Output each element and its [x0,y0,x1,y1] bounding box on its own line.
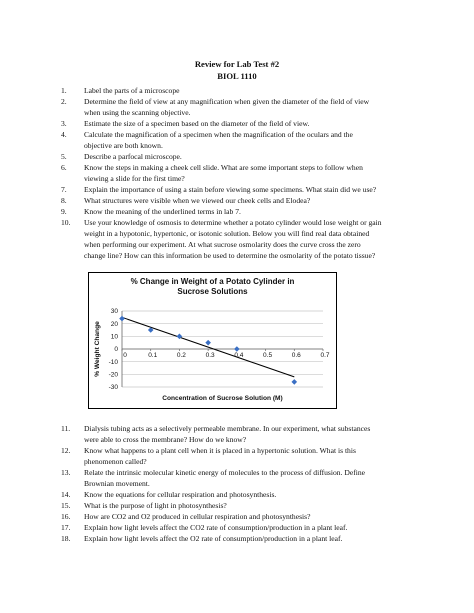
question-line: Explain how light levels affect the O2 rate of consumption/production in a plant leaf. [84,534,343,543]
question-number: 10. [61,218,71,227]
question-text [84,423,424,445]
question-number: 18. [61,534,71,543]
chart-title-line-2: Sucrose Solutions [177,287,248,296]
question-line: Calculate the magnification of a specimen when the magnification of the oculars and the [84,130,353,139]
question-text [84,162,424,184]
question-text [84,445,424,467]
x-axis-label: Concentration of Sucrose Solution (M) [162,395,283,402]
weight-change-chart [88,272,337,409]
question-line: when performing our experiment. At what sucrose osmolarity does the curve cross the zero [84,240,361,249]
question-number: 4. [61,130,67,139]
question-line: phenomenon called? [84,457,147,466]
question-line: objective are both known. [84,141,163,150]
question-line: Relate the intrinsic molecular kinetic energy of molecules to the process of diffusion. Define [84,468,366,477]
question-line: Explain the importance of using a stain before viewing some specimens. What stain did we use? [84,185,377,194]
question-text [84,96,424,118]
question-line: viewing a slide for the first time? [84,174,185,183]
question-line: Label the parts of a microscope [84,86,180,95]
question-number: 8. [61,196,67,205]
question-number: 12. [61,446,71,455]
question-text [84,500,424,511]
x-tick-label: 0.4 [234,352,244,359]
x-tick-label: 0.1 [148,352,158,359]
data-point [119,316,125,322]
question-number: 15. [61,501,71,510]
question-text [84,195,424,206]
y-tick-label: 20 [110,320,118,328]
question-line: Use your knowledge of osmosis to determine whether a potato cylinder would lose weight or gain [84,218,382,227]
chart-title-line-1: % Change in Weight of a Potato Cylinder in [130,277,295,286]
x-tick-label: 0.5 [263,352,273,359]
question-line: Estimate the size of a specimen based on the diameter of the field of view. [84,119,310,128]
question-text [84,151,424,162]
x-tick-label: 0 [123,352,127,359]
y-tick-label: 30 [110,308,118,316]
x-tick-label: 0.7 [320,352,330,359]
y-tick-label: -20 [108,371,118,379]
trendline [122,317,294,377]
question-text [84,511,424,522]
question-number: 16. [61,512,71,521]
x-tick-label: 0.2 [176,352,186,359]
y-tick-label: 10 [110,333,118,341]
question-number: 2. [61,97,67,106]
question-text [84,522,424,533]
question-number: 5. [61,152,67,161]
question-line: when using the scanning objective. [84,108,191,117]
question-number: 9. [61,207,67,216]
data-point [291,379,297,385]
question-line: Determine the field of view at any magnification when given the diameter of the field of view [84,97,370,106]
question-text [84,467,424,489]
question-number: 13. [61,468,71,477]
chart-plot [89,273,336,408]
question-number: 1. [61,86,67,95]
question-line: Describe a parfocal microscope. [84,152,182,161]
question-line: Know the meaning of the underlined terms in lab 7. [84,207,241,216]
question-line: Know the equations for cellular respiration and photosynthesis. [84,490,277,499]
question-text [84,206,424,217]
question-number: 3. [61,119,67,128]
question-line: How are CO2 and O2 produced in cellular respiration and photosynthesis? [84,512,311,521]
question-text [84,533,424,544]
y-tick-label: 0 [114,346,118,354]
question-number: 6. [61,163,67,172]
question-text [84,184,424,195]
question-text [84,129,424,151]
question-line: Know what happens to a plant cell when it is placed in a hypertonic solution. What is this [84,446,356,455]
document-subtitle: BIOL 1110 [217,71,257,81]
question-text [84,217,424,261]
question-text [84,85,424,96]
question-number: 14. [61,490,71,499]
question-number: 11. [61,424,71,433]
question-line: change line? How can this information be used to determine the osmolarity of the potato tissue? [84,251,376,260]
question-line: Know the steps in making a cheek cell slide. What are some important steps to follow when [84,163,363,172]
question-line: What is the purpose of light in photosynthesis? [84,501,227,510]
question-line: Dialysis tubing acts as a selectively permeable membrane. In our experiment, what substances [84,424,371,433]
y-axis-label: % Weight Change [94,321,101,377]
x-tick-label: 0.6 [291,352,301,359]
question-text [84,118,424,129]
y-tick-label: -30 [108,384,118,392]
y-tick-label: -10 [108,358,118,366]
question-line: were able to cross the membrane? How do we know? [84,435,247,444]
question-line: Brownian movement. [84,479,150,488]
data-point [205,340,211,346]
document-title: Review for Lab Test #2 [194,59,280,69]
question-line: Explain how light levels affect the CO2 rate of consumption/production in a plant leaf. [84,523,348,532]
question-line: What structures were visible when we viewed our cheek cells and Elodea? [84,196,311,205]
data-point [234,346,240,352]
x-tick-label: 0.3 [205,352,215,359]
question-text [84,489,424,500]
question-line: weight in a hypotonic, hypertonic, or isotonic solution. Below you will find real data obtained [84,229,370,238]
question-number: 7. [61,185,67,194]
question-number: 17. [61,523,71,532]
